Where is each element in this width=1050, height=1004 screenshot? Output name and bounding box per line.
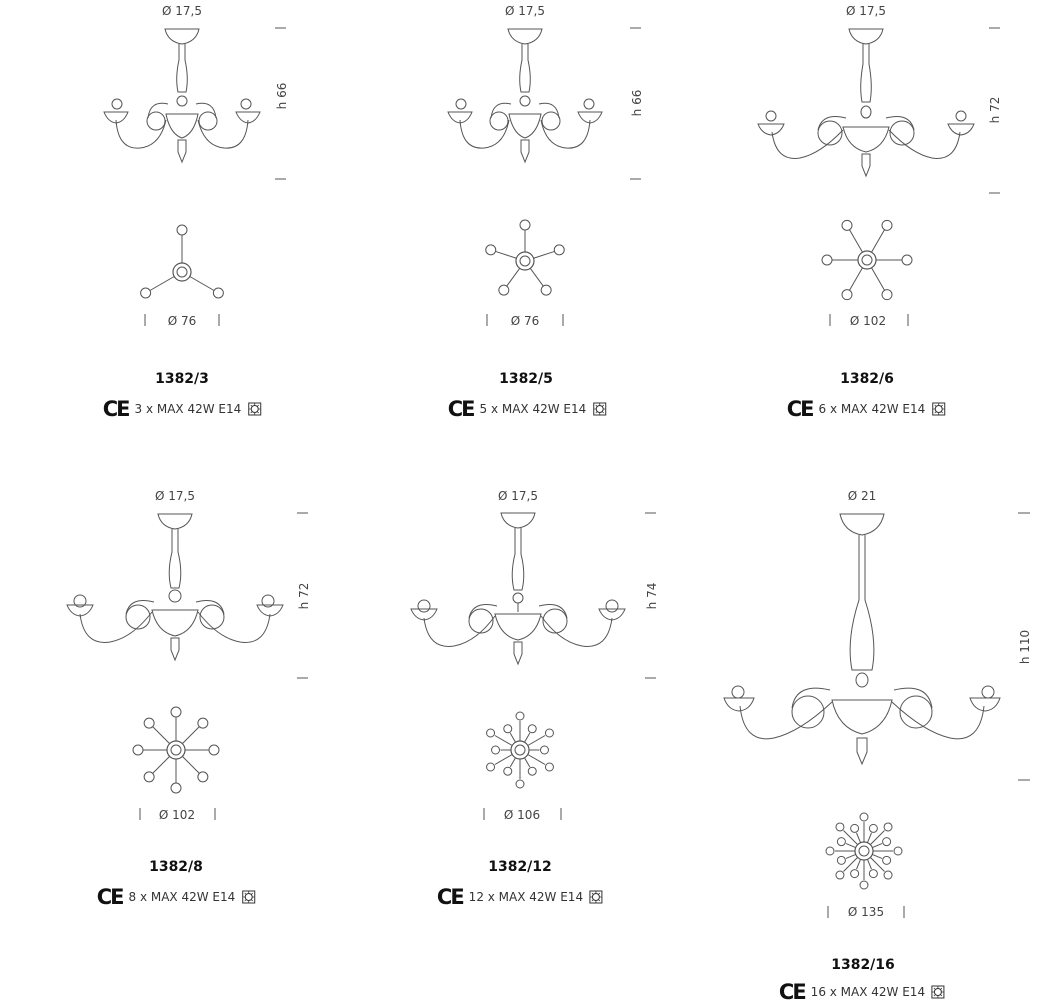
plan-arm-cup [540, 746, 548, 754]
plan-arm-cup [882, 220, 892, 230]
plan-arm-cup [144, 772, 154, 782]
plan-arm-cup [545, 763, 553, 771]
product-code: 1382/16 [831, 957, 895, 973]
plan-view-1382-5 [486, 220, 564, 295]
plan-arm-cup [504, 767, 512, 775]
plan-arm-cup [144, 718, 154, 728]
bulb-class-icon [247, 402, 261, 416]
plan-arm [857, 859, 861, 869]
ce-mark: CE [786, 397, 813, 421]
plan-arm-cup [520, 220, 530, 230]
ce-mark: CE [436, 885, 463, 909]
top-diameter-label: Ø 21 [847, 489, 877, 503]
base-diameter-label: Ø 102 [849, 314, 887, 328]
product-code: 1382/12 [488, 859, 552, 875]
plan-arm [525, 758, 530, 767]
plan-arm-cup [860, 813, 868, 821]
base-diameter-label: Ø 102 [158, 808, 196, 822]
height-label: h 72 [297, 582, 311, 610]
bulb-class-icon [931, 402, 945, 416]
base-diameter-label: Ø 76 [510, 314, 540, 328]
base-diameter-label: Ø 106 [503, 808, 541, 822]
ce-mark: CE [778, 980, 805, 1004]
plan-arm-cup [883, 838, 891, 846]
plan-arm-cup [837, 856, 845, 864]
top-diameter-label: Ø 17,5 [498, 489, 538, 503]
plan-arm-cup [826, 847, 834, 855]
plan-arm-cup [487, 729, 495, 737]
plan-arm-cup [213, 288, 223, 298]
electrical-spec [97, 885, 256, 909]
spec-text: 6 x MAX 42W E14 [818, 402, 926, 416]
plan-arm-cup [894, 847, 902, 855]
plan-arm [495, 755, 512, 765]
bulb-class-icon [589, 890, 603, 904]
plan-arm-cup [837, 838, 845, 846]
plan-arm-cup [141, 288, 151, 298]
plan-arm [153, 756, 170, 773]
plan-arm [507, 268, 520, 286]
plan-arm-cup [842, 220, 852, 230]
height-label: h 72 [988, 96, 1002, 124]
chandelier-elevation-1382-12 [411, 513, 625, 664]
chandelier-elevation-1382-6 [758, 29, 974, 176]
plan-view-1382-3 [141, 225, 224, 298]
plan-arm-cup [836, 871, 844, 879]
plan-arm-cup [860, 881, 868, 889]
plan-arm [510, 733, 515, 742]
height-label: h 66 [275, 82, 289, 110]
plan-arm-cup [516, 712, 524, 720]
electrical-spec [779, 980, 945, 1004]
plan-arm-cup [545, 729, 553, 737]
chandelier-elevation-1382-5 [448, 29, 602, 162]
bulb-class-icon [592, 402, 606, 416]
product-code: 1382/5 [499, 371, 553, 387]
plan-arm [534, 251, 555, 258]
plan-arm-cup [528, 767, 536, 775]
plan-arm-cup [516, 780, 524, 788]
electrical-spec [437, 885, 603, 909]
plan-arm-cup [851, 870, 859, 878]
plan-arm [867, 833, 871, 843]
plan-arm [846, 844, 856, 848]
plan-arm-cup [177, 225, 187, 235]
plan-arm [182, 727, 199, 744]
plan-arm-cup [869, 824, 877, 832]
plan-arm [530, 268, 543, 286]
electrical-spec [103, 397, 262, 421]
top-diameter-label: Ø 17,5 [155, 489, 195, 503]
plan-arm-cup [133, 745, 143, 755]
plan-arm-cup [883, 856, 891, 864]
base-diameter-label: Ø 76 [167, 314, 197, 328]
plan-arm [872, 230, 885, 253]
plan-arm-cup [884, 871, 892, 879]
plan-arm-cup [499, 285, 509, 295]
electrical-spec [448, 397, 607, 421]
plan-arm [190, 277, 214, 291]
plan-arm [153, 727, 170, 744]
product-code: 1382/8 [149, 859, 203, 875]
chandelier-elevation-1382-8 [67, 514, 283, 660]
dimension-lines-1382-8 [140, 513, 308, 820]
plan-arm [872, 844, 882, 848]
plan-arm-cup [902, 255, 912, 265]
plan-view-1382-16 [826, 813, 902, 889]
bulb-class-icon [241, 890, 255, 904]
plan-arm-cup [554, 245, 564, 255]
product-code: 1382/3 [155, 371, 209, 387]
spec-text: 12 x MAX 42W E14 [468, 890, 584, 904]
plan-arm-cup [836, 823, 844, 831]
plan-arm-cup [504, 725, 512, 733]
ce-mark: CE [447, 397, 474, 421]
plan-arm [496, 251, 517, 258]
spec-text: 5 x MAX 42W E14 [479, 402, 587, 416]
plan-arm-cup [851, 824, 859, 832]
dimension-lines-1382-6 [830, 28, 1000, 326]
plan-arm [525, 733, 530, 742]
plan-arm [528, 736, 545, 746]
plan-arm [872, 854, 882, 858]
top-diameter-label: Ø 17,5 [505, 4, 545, 18]
plan-arm [182, 756, 199, 773]
plan-arm-cup [171, 783, 181, 793]
plan-arm-cup [882, 290, 892, 300]
top-diameter-label: Ø 17,5 [162, 4, 202, 18]
plan-arm [150, 277, 174, 291]
plan-arm [510, 758, 515, 767]
plan-arm-cup [884, 823, 892, 831]
chandelier-elevation-1382-16 [724, 514, 1000, 764]
plan-view-1382-8 [133, 707, 219, 793]
bulb-class-icon [931, 985, 945, 999]
dimension-lines-1382-12 [484, 513, 656, 820]
plan-arm [857, 833, 861, 843]
plan-arm-cup [209, 745, 219, 755]
plan-arm [846, 854, 856, 858]
plan-arm [495, 736, 512, 746]
plan-arm [872, 268, 885, 291]
spec-text: 8 x MAX 42W E14 [128, 890, 236, 904]
electrical-spec [787, 397, 946, 421]
plan-view-1382-6 [822, 220, 912, 299]
top-diameter-label: Ø 17,5 [846, 4, 886, 18]
spec-text: 3 x MAX 42W E14 [134, 402, 242, 416]
spec-text: 16 x MAX 42W E14 [810, 985, 926, 999]
height-label: h 74 [645, 582, 659, 610]
plan-arm [867, 859, 871, 869]
plan-arm-cup [541, 285, 551, 295]
plan-arm-cup [528, 725, 536, 733]
plan-arm-cup [198, 772, 208, 782]
plan-arm [850, 268, 863, 291]
plan-arm-cup [486, 245, 496, 255]
plan-arm-cup [842, 290, 852, 300]
plan-arm-cup [492, 746, 500, 754]
base-diameter-label: Ø 135 [847, 905, 885, 919]
chandelier-elevation-1382-3 [104, 29, 260, 162]
ce-mark: CE [96, 885, 123, 909]
height-label: h 66 [630, 89, 644, 117]
plan-arm [528, 755, 545, 765]
height-label: h 110 [1018, 629, 1032, 665]
ce-mark: CE [102, 397, 129, 421]
plan-arm [850, 230, 863, 253]
product-code: 1382/6 [840, 371, 894, 387]
plan-arm-cup [487, 763, 495, 771]
plan-arm-cup [171, 707, 181, 717]
plan-view-1382-12 [487, 712, 554, 788]
plan-arm-cup [822, 255, 832, 265]
plan-arm-cup [198, 718, 208, 728]
plan-arm-cup [869, 870, 877, 878]
